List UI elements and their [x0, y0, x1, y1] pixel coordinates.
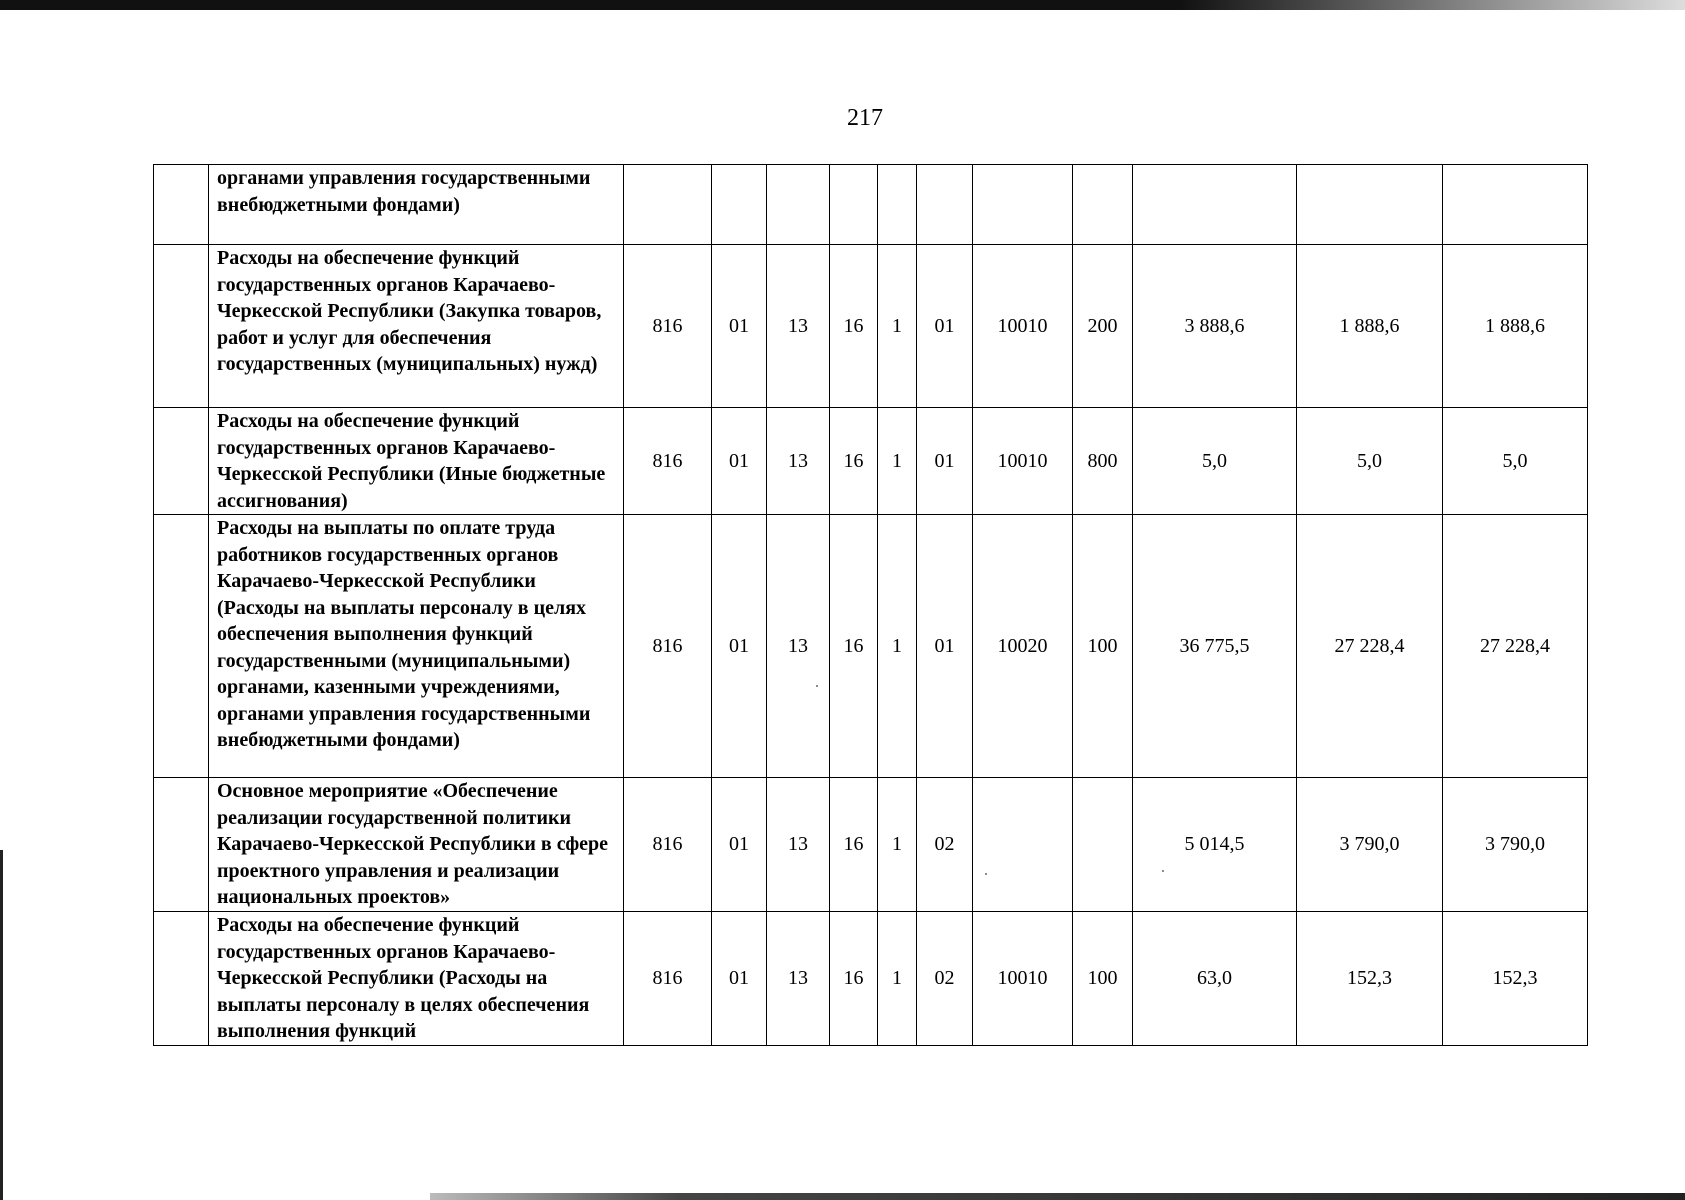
scan-edge-left: [0, 850, 3, 1200]
code-direction: 10010: [973, 408, 1073, 515]
table-row: [154, 778, 1588, 912]
code-program: 16: [830, 778, 878, 912]
code-expense-type: 100: [1073, 912, 1133, 1046]
code-section: 01: [712, 408, 767, 515]
row-number-cell: [154, 912, 209, 1046]
amount-year-2: 3 790,0: [1297, 778, 1443, 912]
row-description: Основное мероприятие «Обеспечение реализации государственной политики Карачаево-Черкесской Республики в сфере проектного управления и реализации национальных проектов»: [209, 778, 624, 912]
code-subsection: 13: [767, 778, 830, 912]
code-ministry: 816: [624, 912, 712, 1046]
amount-year-3: 3 790,0: [1443, 778, 1588, 912]
table-row: [154, 165, 1588, 245]
code-subsection: 13: [767, 408, 830, 515]
code-expense-type: [1073, 165, 1133, 245]
code-program: 16: [830, 245, 878, 408]
code-activity: 02: [917, 778, 973, 912]
table-row: [154, 912, 1588, 1046]
row-description: Расходы на обеспечение функций государственных органов Карачаево-Черкесской Республики (Расходы на выплаты персоналу в целях обеспечения выполнения функций: [209, 912, 624, 1046]
code-activity: 01: [917, 515, 973, 778]
code-subprogram: [878, 165, 917, 245]
table-row: [154, 408, 1588, 515]
amount-year-1: 3 888,6: [1133, 245, 1297, 408]
row-description: Расходы на обеспечение функций государственных органов Карачаево-Черкесской Республики (Иные бюджетные ассигнования): [209, 408, 624, 515]
code-ministry: [624, 165, 712, 245]
code-subsection: 13: [767, 515, 830, 778]
row-number-cell: [154, 778, 209, 912]
table-row: [154, 515, 1588, 778]
amount-year-2: 152,3: [1297, 912, 1443, 1046]
amount-year-1: 63,0: [1133, 912, 1297, 1046]
code-subprogram: 1: [878, 408, 917, 515]
code-direction: [973, 165, 1073, 245]
code-section: 01: [712, 912, 767, 1046]
code-direction: [973, 778, 1073, 912]
amount-year-3: 1 888,6: [1443, 245, 1588, 408]
amount-year-2: 5,0: [1297, 408, 1443, 515]
code-expense-type: 800: [1073, 408, 1133, 515]
code-activity: 01: [917, 245, 973, 408]
code-activity: [917, 165, 973, 245]
code-ministry: 816: [624, 778, 712, 912]
code-subsection: [767, 165, 830, 245]
code-program: [830, 165, 878, 245]
scan-speck: [816, 685, 818, 687]
amount-year-3: [1443, 165, 1588, 245]
code-ministry: 816: [624, 515, 712, 778]
scan-edge-top: [0, 0, 1685, 10]
code-direction: 10020: [973, 515, 1073, 778]
code-direction: 10010: [973, 912, 1073, 1046]
amount-year-1: [1133, 165, 1297, 245]
row-number-cell: [154, 515, 209, 778]
code-program: 16: [830, 912, 878, 1046]
code-subprogram: 1: [878, 245, 917, 408]
code-subsection: 13: [767, 245, 830, 408]
code-section: 01: [712, 245, 767, 408]
row-number-cell: [154, 408, 209, 515]
amount-year-3: 152,3: [1443, 912, 1588, 1046]
code-ministry: 816: [624, 245, 712, 408]
row-description: Расходы на выплаты по оплате труда работников государственных органов Карачаево-Черкесской Республики (Расходы на выплаты персоналу в целях обеспечения выполнения функций государственными (муниципальными) органами, казенными учреждениями, органами управления государственными внебюджетными фондами): [209, 515, 624, 778]
code-subprogram: 1: [878, 778, 917, 912]
amount-year-2: 1 888,6: [1297, 245, 1443, 408]
code-direction: 10010: [973, 245, 1073, 408]
budget-table: [153, 164, 1588, 1046]
amount-year-1: 5,0: [1133, 408, 1297, 515]
code-expense-type: [1073, 778, 1133, 912]
code-expense-type: 100: [1073, 515, 1133, 778]
code-activity: 02: [917, 912, 973, 1046]
code-program: 16: [830, 515, 878, 778]
row-description: Расходы на обеспечение функций государственных органов Карачаево-Черкесской Республики (Закупка товаров, работ и услуг для обеспечения государственных (муниципальных) нужд): [209, 245, 624, 408]
scan-speck: [985, 873, 987, 875]
amount-year-3: 5,0: [1443, 408, 1588, 515]
row-number-cell: [154, 165, 209, 245]
amount-year-2: [1297, 165, 1443, 245]
code-expense-type: 200: [1073, 245, 1133, 408]
row-number-cell: [154, 245, 209, 408]
page-number: 217: [847, 105, 883, 131]
amount-year-3: 27 228,4: [1443, 515, 1588, 778]
amount-year-1: 36 775,5: [1133, 515, 1297, 778]
code-ministry: 816: [624, 408, 712, 515]
amount-year-1: 5 014,5: [1133, 778, 1297, 912]
code-section: [712, 165, 767, 245]
amount-year-2: 27 228,4: [1297, 515, 1443, 778]
table-row: [154, 245, 1588, 408]
code-subsection: 13: [767, 912, 830, 1046]
code-subprogram: 1: [878, 912, 917, 1046]
code-activity: 01: [917, 408, 973, 515]
row-description: органами управления государственными внебюджетными фондами): [209, 165, 624, 245]
scan-edge-bottom: [430, 1193, 1685, 1200]
code-section: 01: [712, 515, 767, 778]
code-section: 01: [712, 778, 767, 912]
code-subprogram: 1: [878, 515, 917, 778]
scan-speck: [1162, 870, 1164, 872]
code-program: 16: [830, 408, 878, 515]
